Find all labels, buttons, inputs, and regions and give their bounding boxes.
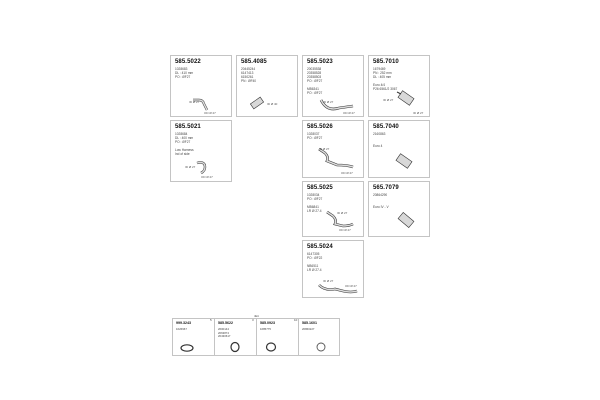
part-spec: Euro 4/4: [373, 83, 386, 87]
part-spec: PN : ØF40: [241, 79, 257, 83]
part-spec: 1028034: [307, 193, 320, 197]
dimension-label: ID Ø 40: [267, 102, 278, 106]
dimension-label: ID Ø 27: [185, 165, 196, 169]
part-number: 585.5023: [307, 59, 333, 65]
dimension-label: ID Ø 27: [337, 211, 348, 215]
part-spec: 2063874: [218, 330, 229, 335]
accessory-cell[interactable]: [294, 318, 341, 355]
gasket-icon: [215, 319, 257, 357]
exhaust-pipe-drawing: [303, 121, 365, 179]
part-number: 585.5024: [307, 244, 333, 250]
dimension-label: OD Ø 27: [341, 171, 353, 175]
catalog-panel[interactable]: [302, 120, 364, 178]
catalog-panel[interactable]: [368, 120, 430, 178]
part-spec: 1626967: [176, 327, 187, 331]
part-spec: Euro IV - V: [373, 205, 389, 209]
part-spec: 20860227: [302, 327, 315, 331]
part-spec: PO : ØF27: [175, 75, 191, 79]
muffler-drawing: [369, 121, 431, 179]
part-spec: PO : ØF22: [307, 256, 323, 260]
dimension-label: ID Ø 27: [189, 100, 200, 104]
exhaust-pipe-drawing: [303, 56, 365, 118]
part-number: 585.5025: [307, 185, 333, 191]
exhaust-pipe-drawing: [171, 56, 233, 118]
catalog-panel[interactable]: [170, 55, 232, 117]
part-number: 585.5021: [175, 124, 201, 130]
catalog-panel[interactable]: [302, 240, 364, 298]
part-number: 585.0923: [260, 321, 275, 325]
part-spec: LR Ø 27.4: [307, 268, 322, 272]
part-spec: 1028683: [175, 67, 188, 71]
part-spec: 6150261: [241, 75, 254, 79]
part-spec: P26 6561/2 3067: [373, 87, 398, 91]
part-spec: 1679469: [373, 67, 386, 71]
part-spec: 20358528: [307, 71, 322, 75]
accessory-strip: [172, 318, 340, 356]
muffler-drawing: [369, 182, 431, 238]
part-spec: 1028037: [307, 132, 320, 136]
dimension-label: OD Ø 27: [204, 111, 216, 115]
part-spec: Ind of side: [175, 152, 190, 156]
accessory-cell[interactable]: [252, 318, 299, 355]
dimension-label: OD Ø 27: [345, 284, 357, 288]
exhaust-pipe-drawing: [303, 182, 365, 238]
dimension-label: ID Ø 27: [323, 279, 334, 283]
part-number: 565.7079: [373, 185, 399, 191]
muffler-drawing: [369, 56, 431, 118]
part-spec: 1028684: [175, 132, 188, 136]
part-number: 585.4085: [241, 59, 267, 65]
part-spec: 20035538: [307, 67, 322, 71]
part-number: 999.3243: [176, 321, 191, 325]
part-spec: DL : 410 mm: [175, 71, 194, 75]
part-spec: 20430617: [218, 334, 231, 338]
ring-icon: [299, 319, 341, 357]
flex-pipe-drawing: [237, 56, 299, 118]
part-number: 585.1601: [302, 321, 317, 325]
part-spec: 20864290: [373, 193, 388, 197]
part-spec: DL : 405 mm: [373, 75, 392, 79]
part-spec: 6147305: [307, 252, 320, 256]
dimension-label: OD Ø 27: [339, 228, 351, 232]
part-spec: 2600144: [218, 327, 229, 331]
part-number: 585.5022: [175, 59, 201, 65]
catalog-panel[interactable]: [302, 55, 364, 117]
part-spec: PO : ØF27: [307, 91, 323, 95]
catalog-panel[interactable]: [170, 120, 232, 182]
kit-tag: 4kit: [254, 314, 259, 318]
part-spec: PO : ØF27: [307, 136, 323, 140]
part-number: 585.7040: [373, 124, 399, 130]
part-spec: 1685775: [260, 327, 271, 331]
item-index: 10: [294, 318, 298, 322]
part-number: 585.7010: [373, 59, 399, 65]
part-spec: NB6511: [307, 264, 319, 268]
exhaust-pipe-drawing: [303, 241, 365, 299]
part-spec: LR Ø 27.4: [307, 209, 322, 213]
catalog-panel[interactable]: [236, 55, 298, 117]
part-spec: 20445244: [241, 67, 256, 71]
part-spec: DL : 400 mm: [175, 136, 194, 140]
part-number: 585.5026: [307, 124, 333, 130]
accessory-cell[interactable]: [173, 319, 215, 355]
part-number: 585.5622: [218, 321, 233, 325]
exhaust-pipe-drawing: [171, 121, 233, 183]
accessory-cell[interactable]: [210, 318, 257, 355]
item-index: 5: [210, 318, 212, 322]
dimension-label: ID Ø 27: [319, 147, 330, 151]
part-spec: MB6341: [307, 87, 319, 91]
part-spec: MB6841: [307, 205, 319, 209]
part-spec: PO : ØF27: [307, 197, 323, 201]
dimension-label: ID Ø 27: [323, 100, 334, 104]
dimension-label: ID Ø 27: [413, 111, 424, 115]
part-spec: Low Harness: [175, 148, 194, 152]
part-spec: PN : 252 mm: [373, 71, 392, 75]
clamp-icon: [257, 319, 299, 357]
catalog-panel[interactable]: [302, 181, 364, 237]
part-spec: Euro 4: [373, 144, 383, 148]
part-spec: PO : ØF27: [307, 79, 323, 83]
part-spec: 20358503: [307, 75, 322, 79]
part-spec: PO : ØF27: [175, 140, 191, 144]
dimension-label: OD Ø 27: [343, 111, 355, 115]
dimension-label: ID Ø 27: [383, 98, 394, 102]
item-index: 3: [252, 318, 254, 322]
part-spec: 2160863: [373, 132, 386, 136]
dimension-label: OD Ø 27: [201, 175, 213, 179]
part-spec: 6147413: [241, 71, 254, 75]
clamp-icon: [173, 319, 215, 357]
catalog-panel[interactable]: [368, 181, 430, 237]
catalog-panel[interactable]: [368, 55, 430, 117]
